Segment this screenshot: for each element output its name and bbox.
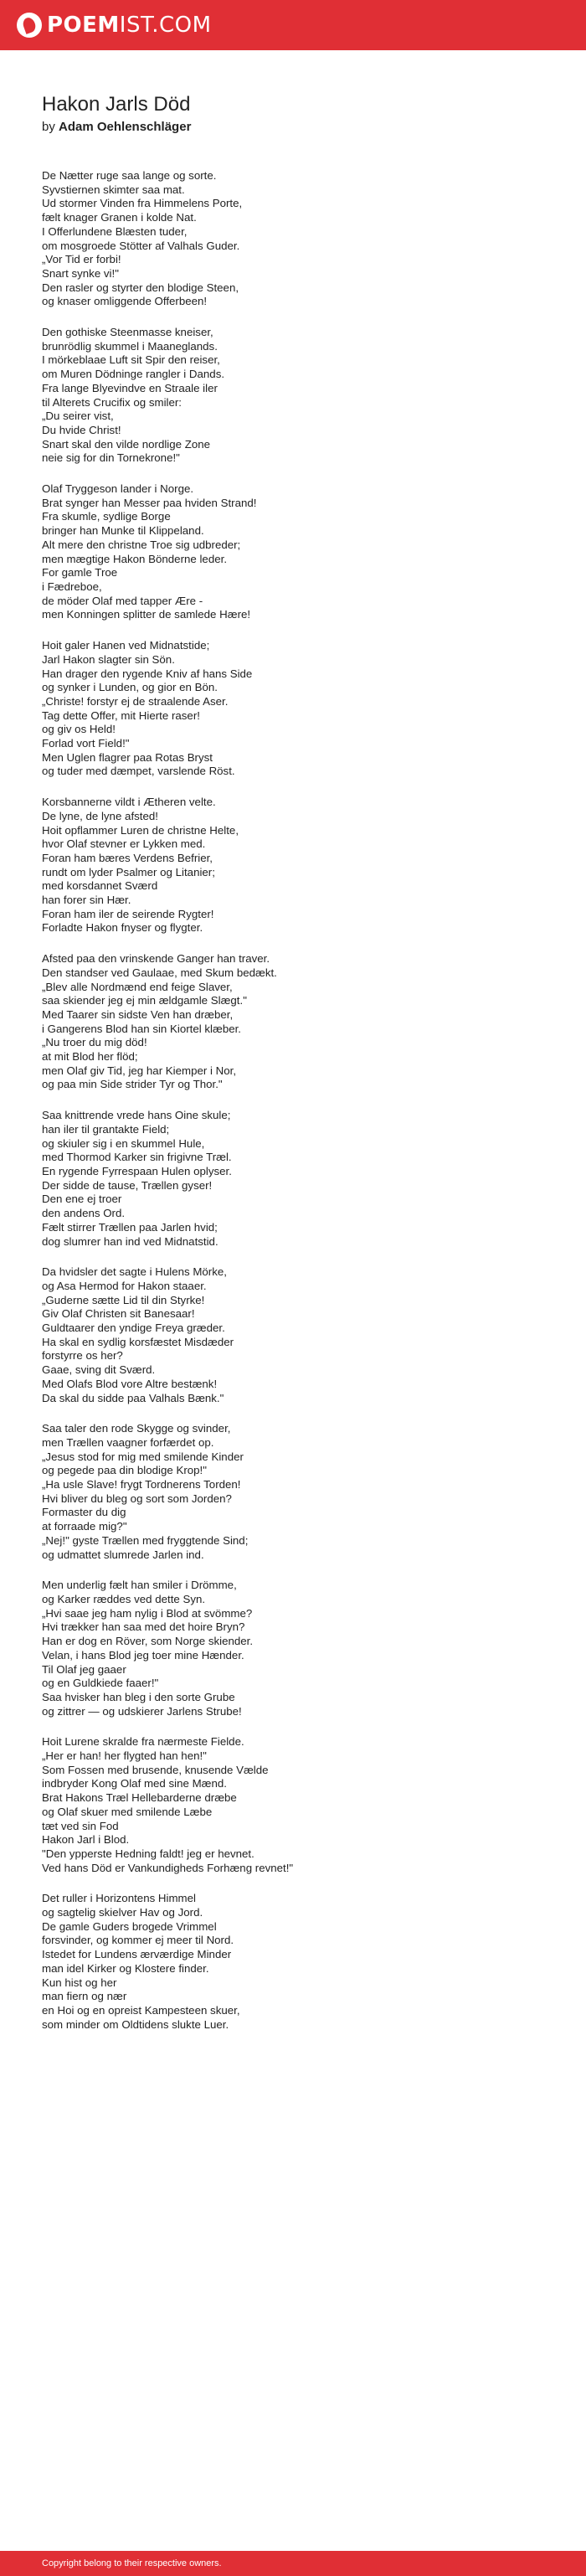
poem-line: Du hvide Christ! bbox=[42, 423, 121, 436]
poem-line: „Jesus stod for mig med smilende Kinder bbox=[42, 1450, 244, 1463]
poem-line: I Offerlundene Blæsten tuder, bbox=[42, 224, 188, 238]
poem-line: Hoit opflammer Luren de christne Helte, bbox=[42, 823, 239, 837]
poem-line: og synker i Lunden, og gior en Bön. bbox=[42, 681, 218, 694]
poem-line: Foran ham iler de seirende Rygter! bbox=[42, 907, 214, 920]
poem-stanza bbox=[42, 1265, 544, 1405]
poem-line: Foran ham bæres Verdens Befrier, bbox=[42, 851, 213, 864]
poem-line: fælt knager Granen i kolde Nat. bbox=[42, 211, 197, 224]
poem-line: at mit Blod her flöd; bbox=[42, 1050, 138, 1064]
poem-line: man fiern og nær bbox=[42, 1990, 127, 2003]
poem-line: Formaster du dig bbox=[42, 1506, 126, 1519]
poem-line: Saa hvisker han bleg i den sorte Grube bbox=[42, 1690, 235, 1703]
poem-stanza bbox=[42, 1422, 544, 1562]
poem-line: Da hvidsler det sagte i Hulens Mörke, bbox=[42, 1265, 227, 1279]
poem-stanza bbox=[42, 1579, 544, 1718]
poem-line: tæt ved sin Fod bbox=[42, 1819, 119, 1832]
poem-line: i Gangerens Blod han sin Kiortel klæber. bbox=[42, 1022, 241, 1035]
site-header bbox=[0, 0, 586, 50]
poem-line: Da skal du sidde paa Valhals Bænk." bbox=[42, 1391, 224, 1404]
poem-line: Jarl Hakon slagter sin Sön. bbox=[42, 652, 175, 666]
poem-line: Gaae, sving dit Sværd. bbox=[42, 1363, 156, 1377]
poem-line: Saa knittrende vrede hans Oine skule; bbox=[42, 1109, 231, 1122]
poem-stanza bbox=[42, 796, 544, 935]
poem-line: Olaf Tryggeson lander i Norge. bbox=[42, 482, 194, 496]
poem-line: En rygende Fyrrespaan Hulen oplyser. bbox=[42, 1165, 232, 1177]
poem-line: Hoit Lurene skralde fra nærmeste Fielde. bbox=[42, 1735, 244, 1749]
poem-line: „Blev alle Nordmænd end feige Slaver, bbox=[42, 980, 233, 993]
poem-line: Alt mere den christne Troe sig udbreder; bbox=[42, 538, 241, 551]
poem-line: som minder om Oldtidens slukte Luer. bbox=[42, 2017, 229, 2031]
poem-line: bringer han Munke til Klippeland. bbox=[42, 524, 204, 538]
poem-line: og giv os Held! bbox=[42, 723, 116, 736]
poem-line: Tag dette Offer, mit Hierte raser! bbox=[42, 708, 200, 722]
poem-line: med korsdannet Sværd bbox=[42, 879, 158, 893]
poem-stanza bbox=[42, 482, 544, 622]
poem-line: Men Uglen flagrer paa Rotas Bryst bbox=[42, 750, 213, 764]
logo-text-bold: POEM bbox=[47, 13, 120, 38]
poem-line: Korsbannerne vildt i Ætheren velte. bbox=[42, 796, 216, 809]
poem-line: "Den ypperste Hedning faldt! jeg er hevnet. bbox=[42, 1847, 254, 1860]
poem-line: dog slumrer han ind ved Midnatstid. bbox=[42, 1234, 218, 1248]
poem-line: Der sidde de tause, Trællen gyser! bbox=[42, 1178, 213, 1192]
poem-line: og Asa Hermod for Hakon staaer. bbox=[42, 1279, 207, 1292]
poem-line: Kun hist og her bbox=[42, 1976, 117, 1989]
site-footer bbox=[0, 2551, 586, 2576]
byline-prefix: by bbox=[42, 120, 55, 134]
poem-line: rundt om lyder Psalmer og Litanier; bbox=[42, 865, 215, 878]
poem-line: Snart synke vi!" bbox=[42, 266, 119, 280]
poem-line: Det ruller i Horizontens Himmel bbox=[42, 1892, 196, 1905]
poem-line: men Konningen splitter de samlede Hære! bbox=[42, 608, 251, 621]
poem-line: Ud stormer Vinden fra Himmelens Porte, bbox=[42, 197, 243, 210]
poem-line: saa skiender jeg ej min ældgamle Slægt." bbox=[42, 994, 247, 1007]
poem-line: Med Taarer sin sidste Ven han dræber, bbox=[42, 1007, 234, 1021]
poem-line: Til Olaf jeg gaaer bbox=[42, 1662, 126, 1676]
poem-line: Den standser ved Gaulaae, med Skum bedækt. bbox=[42, 966, 277, 979]
poem-line: Den ene ej troer bbox=[42, 1193, 122, 1206]
poem-line: og pegede paa din blodige Krop!" bbox=[42, 1464, 207, 1477]
poem-line: og zittrer — og udskierer Jarlens Strube! bbox=[42, 1704, 242, 1718]
poem-line: Hakon Jarl i Blod. bbox=[42, 1833, 130, 1847]
poem-line: Hoit galer Hanen ved Midnatstide; bbox=[42, 639, 210, 652]
poem-line: „Du seirer vist, bbox=[42, 410, 114, 423]
poem-body bbox=[42, 169, 544, 2032]
poem-line: en Hoi og en opreist Kampesteen skuer, bbox=[42, 2003, 240, 2017]
poem-line: For gamle Troe bbox=[42, 566, 118, 580]
poem-line: De gamle Guders brogede Vrimmel bbox=[42, 1919, 217, 1933]
poem-line: og knaser omliggende Offerbeen! bbox=[42, 295, 208, 308]
poem-title: Hakon Jarls Död bbox=[42, 93, 191, 116]
poem-line: Han er dog en Röver, som Norge skiender. bbox=[42, 1635, 254, 1648]
poem-line: Den rasler og styrter den blodige Steen, bbox=[42, 281, 239, 294]
poem-line: „Nej!" gyste Trællen med fryggtende Sind; bbox=[42, 1533, 249, 1547]
poem-stanza bbox=[42, 1892, 544, 2032]
poem-line: I mörkeblaae Luft sit Spir den reiser, bbox=[42, 353, 220, 367]
poem-line: Hvi bliver du bleg og sort som Jorden? bbox=[42, 1492, 232, 1505]
poem-line: om Muren Dödninge rangler i Dands. bbox=[42, 368, 225, 381]
poem-author[interactable]: Adam Oehlenschläger bbox=[59, 120, 192, 134]
poem-line: at forraade mig?" bbox=[42, 1520, 127, 1533]
site-logo[interactable] bbox=[17, 11, 212, 39]
poem-line: Ha skal en sydlig korsfæstet Misdæder bbox=[42, 1335, 234, 1348]
poem-line: Snart skal den vilde nordlige Zone bbox=[42, 437, 211, 451]
poem-line: „Her er han! her flygted han hen!" bbox=[42, 1749, 207, 1763]
poem-line: hvor Olaf stevner er Lykken med. bbox=[42, 837, 206, 851]
poem-line: Giv Olaf Christen sit Banesaar! bbox=[42, 1307, 195, 1321]
poem-line: om mosgroede Stötter af Valhals Guder. bbox=[42, 239, 240, 252]
poem-line: den andens Ord. bbox=[42, 1207, 126, 1220]
poem-line: Istedet for Lundens ærværdige Minder bbox=[42, 1948, 232, 1961]
poem-line: Forlad vort Field!" bbox=[42, 737, 130, 750]
poem-line: neie sig for din Tornekrone!" bbox=[42, 451, 180, 465]
poem-line: Med Olafs Blod vore Altre bestænk! bbox=[42, 1377, 218, 1390]
poem-line: Forladte Hakon fnyser og flygter. bbox=[42, 921, 203, 935]
poem-line: Ved hans Död er Vankundigheds Forhæng revnet!" bbox=[42, 1861, 294, 1874]
poem-line: Brat synger han Messer paa hviden Strand! bbox=[42, 496, 257, 509]
poem-line: Fælt stirrer Trællen paa Jarlen hvid; bbox=[42, 1220, 218, 1234]
poem-line: Fra skumle, sydlige Borge bbox=[42, 510, 171, 523]
poem-line: „Vor Tid er forbi! bbox=[42, 253, 121, 266]
poem-line: og skiuler sig i en skummel Hule, bbox=[42, 1136, 205, 1150]
poem-line: „Ha usle Slave! frygt Tordnerens Torden! bbox=[42, 1478, 241, 1492]
poem-stanza bbox=[42, 639, 544, 779]
poem-line: Som Fossen med brusende, knusende Vælde bbox=[42, 1763, 269, 1776]
poem-line: De lyne, de lyne afsted! bbox=[42, 809, 158, 822]
logo-text bbox=[47, 11, 212, 39]
poem-line: Hvi trækker han saa med det hoire Bryn? bbox=[42, 1620, 245, 1634]
poem-line: han iler til grantakte Field; bbox=[42, 1122, 170, 1136]
poem-line: Den gothiske Steenmasse kneiser, bbox=[42, 326, 213, 339]
poem-line: til Alterets Crucifix og smiler: bbox=[42, 395, 182, 409]
poem-line: og en Guldkiede faaer!" bbox=[42, 1677, 159, 1690]
poem-line: indbryder Kong Olaf med sine Mænd. bbox=[42, 1777, 227, 1790]
poemist-logo-icon bbox=[17, 13, 42, 38]
poem-line: „Christe! forstyr ej de straalende Aser. bbox=[42, 694, 229, 708]
poem-line: men mægtige Hakon Bönderne leder. bbox=[42, 552, 228, 565]
poem-line: men Olaf giv Tid, jeg har Kiemper i Nor, bbox=[42, 1064, 237, 1077]
poem-line: Han drager den rygende Kniv af hans Side bbox=[42, 667, 253, 680]
poem-line: Syvstiernen skimter saa mat. bbox=[42, 183, 185, 196]
poem-line: de möder Olaf med tapper Ære - bbox=[42, 594, 203, 607]
poem-line: Fra lange Blyevindve en Straale iler bbox=[42, 381, 218, 394]
poem-stanza bbox=[42, 952, 544, 1092]
poem-line: Brat Hakons Træl Hellebarderne dræbe bbox=[42, 1791, 237, 1805]
poem-line: De Nætter ruge saa lange og sorte. bbox=[42, 169, 217, 182]
poem-line: og Karker ræddes ved dette Syn. bbox=[42, 1592, 206, 1605]
footer-copyright: Copyright belong to their respective owners. bbox=[42, 2558, 222, 2568]
poem-line: „Nu troer du mig död! bbox=[42, 1036, 147, 1049]
poem-content bbox=[42, 92, 544, 2048]
poem-line: men Trællen vaagner forfærdet op. bbox=[42, 1435, 214, 1449]
poem-line: og paa min Side strider Tyr og Thor." bbox=[42, 1078, 223, 1091]
poem-stanza bbox=[42, 326, 544, 466]
poem-line: Velan, i hans Blod jeg toer mine Hænder. bbox=[42, 1648, 244, 1662]
poem-line: „Guderne sætte Lid til din Styrke! bbox=[42, 1293, 205, 1306]
poem-line: forsvinder, og kommer ej meer til Nord. bbox=[42, 1934, 234, 1947]
logo-text-light: IST.COM bbox=[119, 13, 212, 38]
poem-line: Saa taler den rode Skygge og svinder, bbox=[42, 1422, 231, 1435]
poem-stanza bbox=[42, 1735, 544, 1875]
poem-stanza bbox=[42, 169, 544, 309]
poem-line: i Fædreboe, bbox=[42, 580, 102, 593]
poem-stanza bbox=[42, 1109, 544, 1249]
poem-line: Afsted paa den vrinskende Ganger han traver. bbox=[42, 952, 270, 966]
poem-line: Guldtaarer den yndige Freya græder. bbox=[42, 1321, 225, 1335]
poem-line: Men underlig fælt han smiler i Drömme, bbox=[42, 1579, 237, 1592]
poem-line: forstyrre os her? bbox=[42, 1349, 123, 1363]
poem-line: han forer sin Hær. bbox=[42, 894, 131, 907]
poem-line: og sagtelig skielver Hav og Jord. bbox=[42, 1906, 203, 1919]
poem-line: „Hvi saae jeg ham nylig i Blod at svömme? bbox=[42, 1606, 253, 1620]
poem-line: man idel Kirker og Klostere finder. bbox=[42, 1961, 209, 1975]
poem-line: og udmattet slumrede Jarlen ind. bbox=[42, 1548, 204, 1561]
poem-line: med Thormod Karker sin frigivne Træl. bbox=[42, 1151, 232, 1164]
poem-line: og tuder med dæmpet, varslende Röst. bbox=[42, 765, 235, 778]
poem-byline bbox=[42, 119, 544, 136]
poem-line: og Olaf skuer med smilende Læbe bbox=[42, 1805, 213, 1818]
poem-line: brunrödlig skummel i Maaneglands. bbox=[42, 339, 218, 353]
